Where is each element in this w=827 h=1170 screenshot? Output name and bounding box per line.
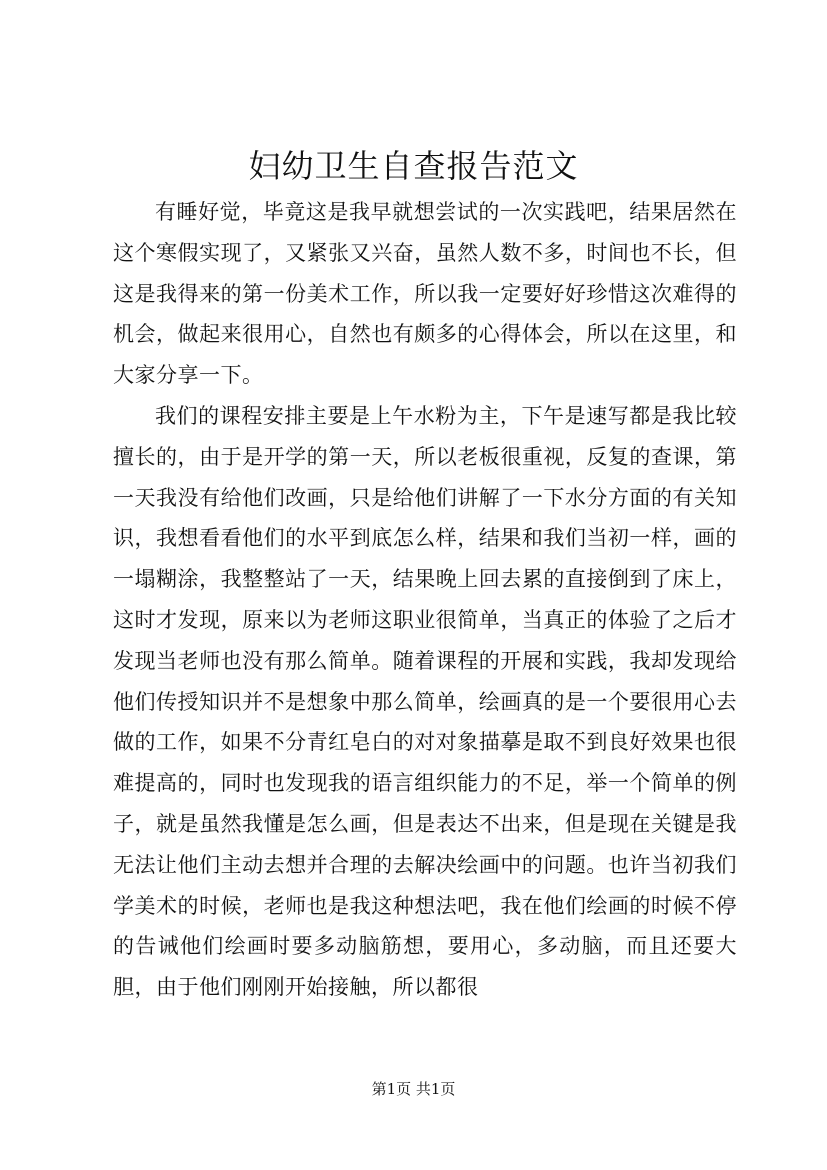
document-title: 妇幼卫生自查报告范文: [248, 147, 579, 185]
document-body: [113, 192, 737, 1008]
paragraph-2: 我们的课程安排主要是上午水粉为主，下午是速写都是我比较擅长的，由于是开学的第一天，所以老板很重视，反复的查课，第一天我没有给他们改画，只是给他们讲解了一下水分方面的有关知识，我想看看他们的水平到底怎么样，结果和我们当初一样，画的一塌糊涂，我整整站了一天，结果晚上回去累的直接倒到了床上，这时才发现，原来以为老师这职业很简单，当真正的体验了之后才发现当老师也没有那么简单。随着课程的开展和实践，我却发现给他们传授知识并不是想象中那么简单，绘画真的是一个要很用心去做的工作，如果不分青红皂白的对对象描摹是取不到良好效果也很难提高的，同时也发现我的语言组织能力的不足，举一个简单的例子，就是虽然我懂是怎么画，但是表达不出来，但是现在关键是我无法让他们主动去想并合理的去解决绘画中的问题。也许当初我们学美术的时候，老师也是我这种想法吧，我在他们绘画的时候不停的告诫他们绘画时要多动脑筋想，要用心，多动脑，而且还要大胆，由于他们刚刚开始接触，所以都很: [113, 403, 737, 1000]
page-footer: 第1页 共1页: [371, 1080, 456, 1098]
paragraph-1: 有睡好觉，毕竟这是我早就想尝试的一次实践吧，结果居然在这个寒假实现了，又紧张又兴奋，虽然人数不多，时间也不长，但这是我得来的第一份美术工作，所以我一定要好好珍惜这次难得的机会，做起来很用心，自然也有颇多的心得体会，所以在这里，和大家分享一下。: [113, 200, 737, 388]
